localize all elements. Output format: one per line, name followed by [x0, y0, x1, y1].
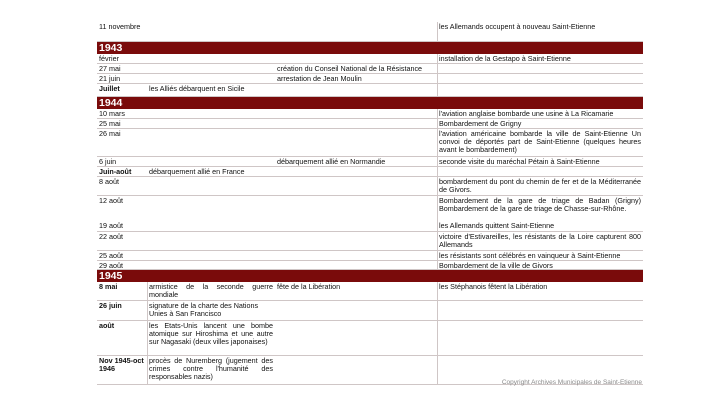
date-cell: Juillet: [99, 85, 120, 93]
date-cell: Juin-août: [99, 168, 132, 176]
date-cell: 8 mai: [99, 283, 118, 291]
world-event: les Alliés débarquent en Sicile: [149, 85, 245, 93]
table-row: [97, 321, 643, 356]
local-event: Bombardement de la ville de Givors: [439, 262, 553, 270]
table-row: [97, 282, 643, 301]
local-event: les Stéphanois fêtent la Libération: [439, 283, 548, 291]
world-event: débarquement allié en France: [149, 168, 245, 176]
world-event: signature de la charte des Nations Unies à San Francisco: [149, 302, 259, 319]
date-cell: 12 août: [99, 197, 123, 205]
table-row: [97, 301, 643, 321]
table-row: [97, 54, 643, 64]
table-row: [97, 109, 643, 119]
date-cell: 22 août: [99, 233, 123, 241]
date-cell: Nov 1945-oct 1946: [99, 357, 144, 374]
local-event: les Allemands quittent Saint-Etienne: [439, 222, 555, 230]
local-event: les résistants sont célébrés en vainqueur à Saint-Etienne: [439, 252, 621, 260]
table-row: [97, 22, 643, 42]
date-cell: 25 août: [99, 252, 123, 260]
table-row: [97, 129, 643, 157]
france-event: fête de la Libération: [277, 283, 341, 291]
table-row: [97, 119, 643, 129]
year-header-1944: 1944: [97, 97, 643, 109]
date-cell: 25 mai: [99, 120, 121, 128]
copyright-notice: Copyright Archives Municipales de Saint-Etienne: [501, 379, 642, 386]
local-event: seconde visite du maréchal Pétain à Saint-Etienne: [439, 158, 600, 166]
date-cell: 21 juin: [99, 75, 121, 83]
france-event: arrestation de Jean Moulin: [277, 75, 362, 83]
date-cell: 27 mai: [99, 65, 121, 73]
table-row: [97, 74, 643, 84]
france-event: débarquement allié en Normandie: [277, 158, 386, 166]
local-event: Bombardement de la gare de triage de Badan (Grigny) Bombardement de la gare de triage de Chasse-sur-Rhône.: [439, 197, 641, 214]
local-event: victoire d'Estivareilles, les résistants de la Loire capturent 800 Allemands: [439, 233, 641, 250]
table-row: [97, 261, 643, 270]
table-row: [97, 84, 643, 97]
table-row: [97, 167, 643, 177]
local-event: l'aviation américaine bombarde la ville de Saint-Etienne Un convoi de déportés part de Saint-Etienne (quelques heures avant le bombardement): [439, 130, 641, 155]
local-event: l'aviation anglaise bombarde une usine à La Ricamarie: [439, 110, 614, 118]
date-cell: 11 novembre: [99, 23, 141, 31]
date-cell: 8 août: [99, 178, 119, 186]
local-event: installation de la Gestapo à Saint-Etienne: [439, 55, 571, 63]
date-cell: 10 mars: [99, 110, 125, 118]
table-row: [97, 177, 643, 196]
world-event: procès de Nuremberg (jugement des crimes contre l'humanité des responsables nazis): [149, 357, 273, 382]
chronology-table: [97, 22, 643, 385]
table-row: [97, 221, 643, 232]
date-cell: août: [99, 322, 115, 330]
date-cell: 6 juin: [99, 158, 117, 166]
date-cell: février: [99, 55, 119, 63]
france-event: création du Conseil National de la Résistance: [277, 65, 423, 73]
date-cell: 19 août: [99, 222, 123, 230]
local-event: bombardement du pont du chemin de fer et de la Méditerranée de Givors.: [439, 178, 641, 195]
year-header-1945: 1945: [97, 270, 643, 282]
world-event: armistice de la seconde guerre mondiale: [149, 283, 273, 300]
date-cell: 29 août: [99, 262, 123, 270]
local-event: Bombardement de Grigny: [439, 120, 522, 128]
table-row: [97, 64, 643, 74]
date-cell: 26 juin: [99, 302, 122, 310]
table-row: [97, 232, 643, 251]
table-row: [97, 157, 643, 167]
local-event: les Allemands occupent à nouveau Saint-Etienne: [439, 23, 596, 31]
date-cell: 26 mai: [99, 130, 121, 138]
year-header-1943: 1943: [97, 42, 643, 54]
table-row: [97, 196, 643, 221]
world-event: les Etats-Unis lancent une bombe atomique sur Hiroshima et une autre sur Nagasaki (deux villes japonaises): [149, 322, 273, 347]
table-row: [97, 251, 643, 261]
